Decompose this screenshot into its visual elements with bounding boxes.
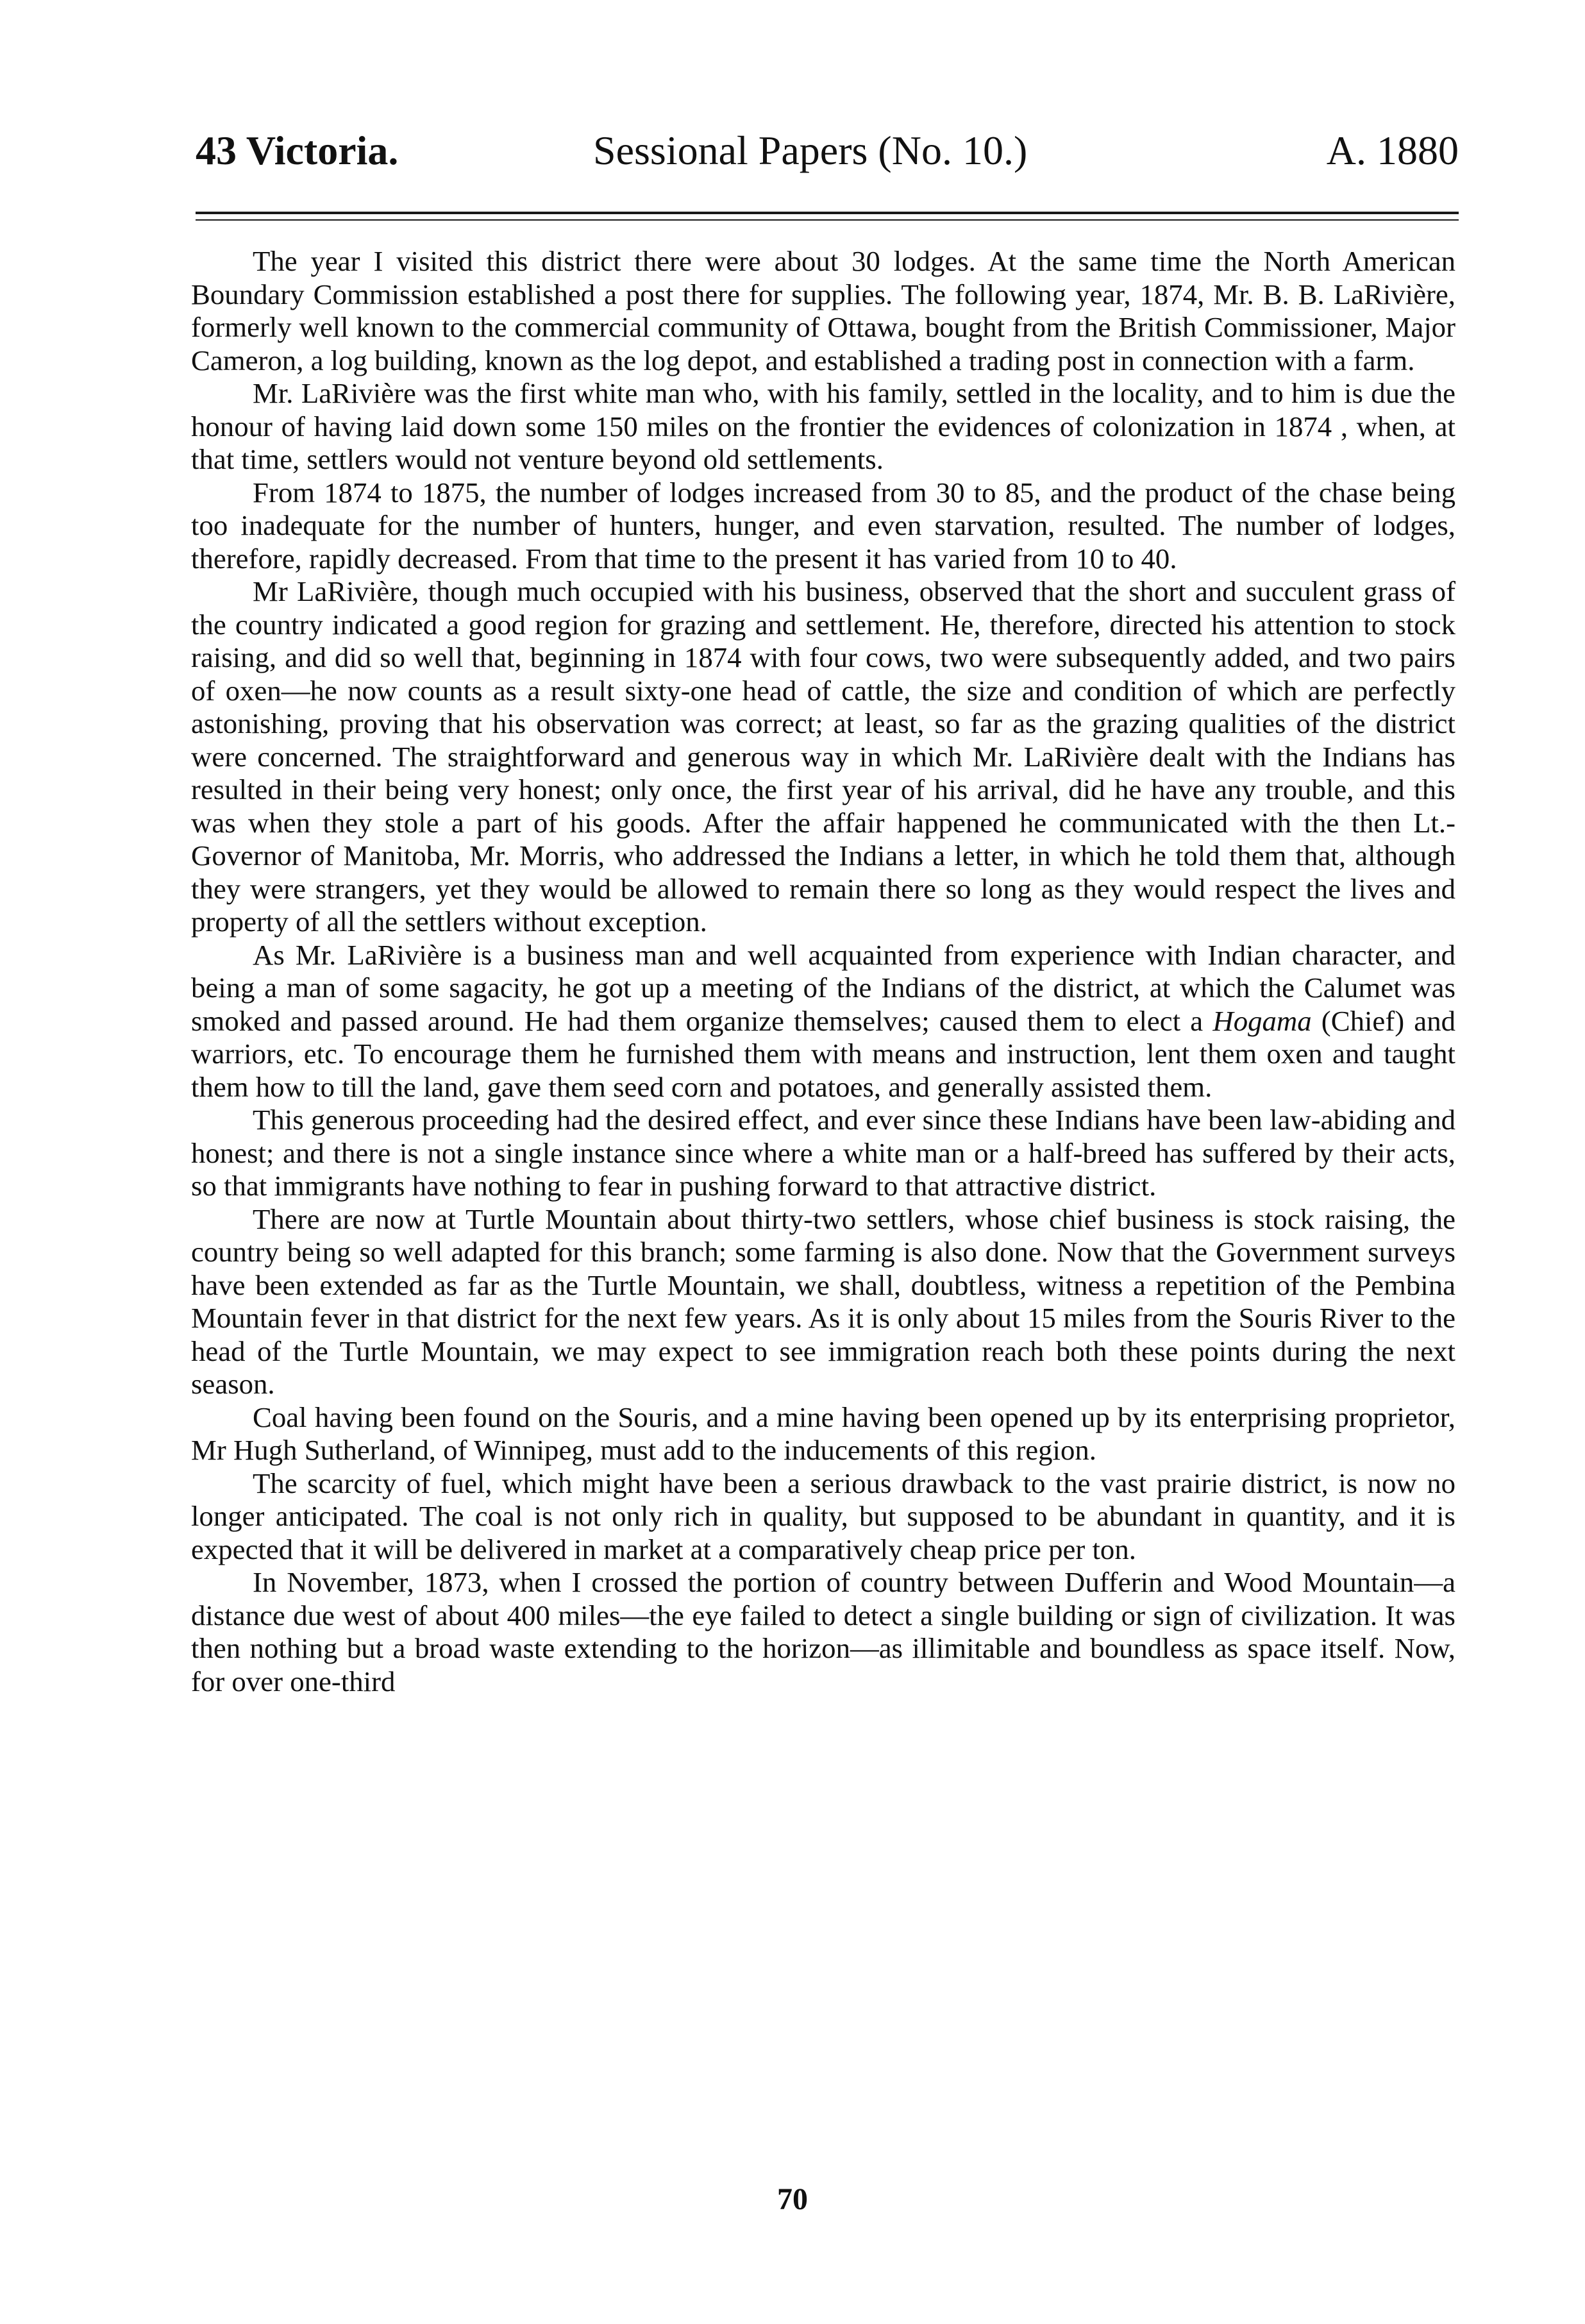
paragraph-with-italic <box>191 939 1455 1104</box>
paragraph: The year I visited this district there were about 30 lodges. At the same time the North American Boundary Commission established a post there for supplies. The following year, 1874, Mr. B. B. LaRivière, formerly well known to the commercial community of Ottawa, bought from the British Commissioner, Major Cameron, a log building, known as the log depot, and established a trading post in connection with a farm. <box>191 245 1455 376</box>
paragraph: Mr LaRivière, though much occupied with his business, observed that the short and succulent grass of the country indicated a good region for grazing and settlement. He, therefore, directed his attention to stock raising, and did so well that, beginning in 1874 with four cows, two were subsequently added, and two pairs of oxen—he now counts as a result sixty-one head of cattle, the size and condition of which are perfectly astonishing, proving that his observation was correct; at least, so far as the grazing qualities of the district were concerned. The straightforward and generous way in which Mr. LaRivière dealt with the Indians has resulted in their being very honest; only once, the first year of his arrival, did he have any trouble, and this was when they stole a part of his goods. After the affair happened he communicated with the then Lt.-Governor of Manitoba, Mr. Morris, who addressed the Indians a letter, in which he told them that, although they were strangers, yet they would be allowed to remain there so long as they would respect the lives and property of all the settlers without exception. <box>191 575 1455 938</box>
paragraph: The scarcity of fuel, which might have been a serious drawback to the vast prairie district, is now no longer anticipated. The coal is not only rich in quality, but supposed to be abundant in quantity, and it is expected that it will be delivered in market at a comparatively cheap price per ton. <box>191 1467 1455 1565</box>
header-volume: 43 Victoria. <box>196 128 399 173</box>
paragraph: From 1874 to 1875, the number of lodges increased from 30 to 85, and the product of the chase being too inadequate for the number of hunters, hunger, and even starvation, resulted. The number of lodges, therefore, rapidly decreased. From that time to the present it has varied from 10 to 40. <box>191 476 1455 575</box>
paragraph: In November, 1873, when I crossed the portion of country between Dufferin and Wood Mountain—a distance due west of about 400 miles—the eye failed to detect a single building or sign of civilization. It was then nothing but a broad waste extending to the horizon—as illimitable and boundless as space itself. Now, for over one-third <box>191 1566 1455 1697</box>
header-title: Sessional Papers (No. 10.) <box>593 128 1028 173</box>
paragraph-text: As Mr. LaRivière is a business man and well acquainted from experience with Indian character, and being a man of some sagacity, he got up a meeting of the Indians of the district, at which the Calumet was smoked and passed around. He had them organize themselves; caused them to elect a <box>191 938 1455 1037</box>
page-header <box>196 122 1459 180</box>
paragraph: There are now at Turtle Mountain about thirty-two settlers, whose chief business is stock raising, the country being so well adapted for this branch; some farming is also done. Now that the Government surveys have been extended as far as the Turtle Mountain, we shall, doubtless, witness a repetition of the Pembina Mountain fever in that district for the next few years. As it is only about 15 miles from the Souris River to the head of the Turtle Mountain, we may expect to see immigration reach both these points during the next season. <box>191 1202 1455 1400</box>
body-text <box>191 245 1455 1698</box>
page-number: 70 <box>777 2182 808 2216</box>
paragraph: Mr. LaRivière was the first white man who, with his family, settled in the locality, and to him is due the honour of having laid down some 150 miles on the frontier the evidences of colonization in 1874 , when, at that time, settlers would not venture beyond old settlements. <box>191 377 1455 475</box>
header-year: A. 1880 <box>1326 128 1459 173</box>
header-rule-thick <box>196 212 1459 214</box>
paragraph: This generous proceeding had the desired effect, and ever since these Indians have been law-abiding and honest; and there is not a single instance since where a white man or a half-breed has suffered by their acts, so that immigrants have nothing to fear in pushing forward to that attractive district. <box>191 1104 1455 1202</box>
paragraph: Coal having been found on the Souris, and a mine having been opened up by its enterprising proprietor, Mr Hugh Sutherland, of Winnipeg, must add to the inducements of this region. <box>191 1401 1455 1466</box>
italic-term: Hogama <box>1212 1004 1312 1037</box>
paragraph-text: (Chief) and warriors, etc. To encourage them he furnished them with means and instruction, lent them oxen and taught them how to till the land, gave them seed corn and potatoes, and generally assisted them. <box>191 1004 1455 1103</box>
header-rule-thin <box>196 219 1459 221</box>
